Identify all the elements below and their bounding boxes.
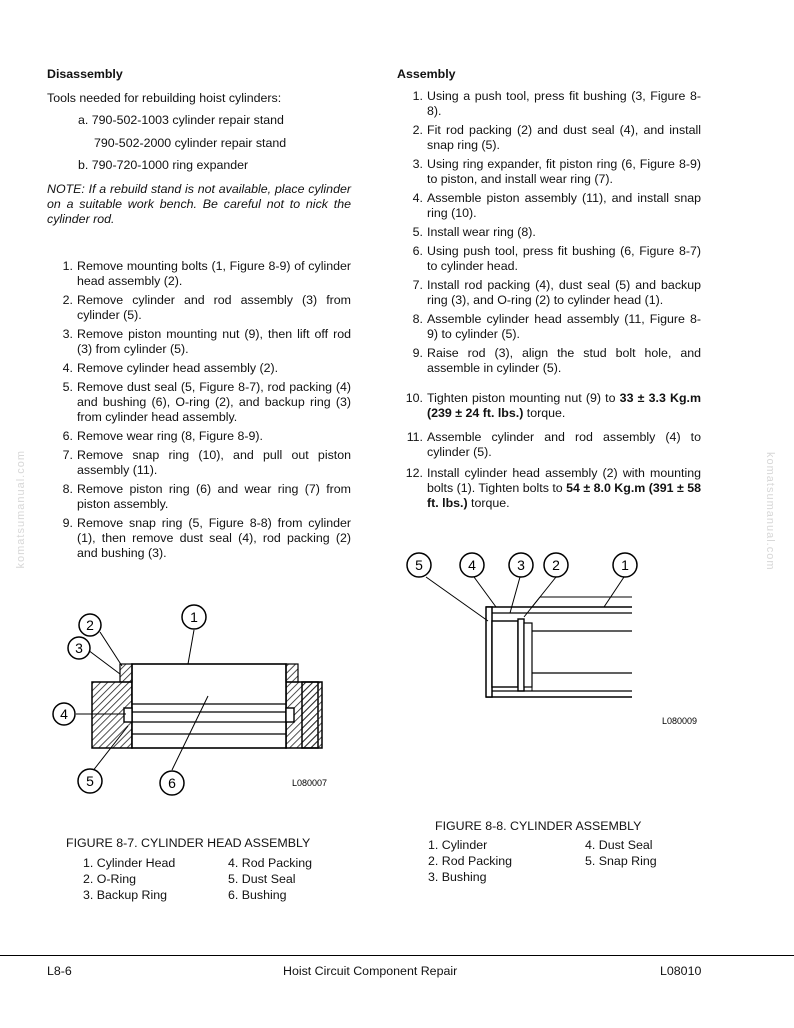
svg-text:1: 1 <box>621 557 629 573</box>
disassembly-step-text: Remove snap ring (5, Figure 8-8) from cylinder (1), then remove dust seal (4), rod packing (2) and bushing (3). <box>77 516 351 560</box>
svg-text:2: 2 <box>552 557 560 573</box>
assembly-step-text: Using ring expander, fit piston ring (6, Figure 8-9) to piston, and install wear ring (7). <box>427 157 701 186</box>
fig7-legend-item: 1. Cylinder Head <box>83 856 176 870</box>
assembly-step-number: 1. <box>412 89 423 103</box>
fig8-legend-item: 3. Bushing <box>428 870 487 884</box>
disassembly-step-text: Remove mounting bolts (1, Figure 8-9) of cylinder head assembly (2). <box>77 259 351 288</box>
fig7-callout-3 <box>68 637 90 659</box>
disassembly-step-number: 2. <box>62 293 73 307</box>
disassembly-step-number: 6. <box>62 429 73 443</box>
fig8-callout-2 <box>544 553 568 577</box>
fig8-callout-5 <box>407 553 431 577</box>
figure-8-7-caption: FIGURE 8-7. CYLINDER HEAD ASSEMBLY <box>66 836 311 850</box>
assembly-step-9 <box>397 346 701 376</box>
fig7-legend-item: 5. Dust Seal <box>228 872 296 886</box>
svg-text:6: 6 <box>168 775 176 791</box>
disassembly-step-number: 3. <box>62 327 73 341</box>
assembly-steps <box>397 89 701 380</box>
disassembly-step-number: 4. <box>62 361 73 375</box>
figure-8-8-drawing <box>400 545 705 735</box>
disassembly-step-9 <box>47 516 351 561</box>
fig8-legend-item <box>585 870 705 885</box>
assembly-step-2 <box>397 123 701 153</box>
disassembly-step-8 <box>47 482 351 512</box>
disassembly-step-number: 8. <box>62 482 73 496</box>
footer-rule <box>0 955 794 956</box>
assembly-step-number: 7. <box>412 278 423 292</box>
svg-text:3: 3 <box>517 557 525 573</box>
assembly-step-number: 3. <box>412 157 423 171</box>
fig8-legend-item: 5. Snap Ring <box>585 854 657 868</box>
rebuild-note: NOTE: If a rebuild stand is not available, place cylinder on a suitable work bench. Be careful not to nick the cylinder rod. <box>47 182 351 226</box>
assembly-step-number: 8. <box>412 312 423 326</box>
svg-text:4: 4 <box>60 706 68 722</box>
fig7-legend-item: 6. Bushing <box>228 888 287 902</box>
fig8-callout-4 <box>460 553 484 577</box>
assembly-step-text: Using a push tool, press fit bushing (3, Figure 8-8). <box>427 89 701 118</box>
assembly-step-6 <box>397 244 701 274</box>
disassembly-step-number: 7. <box>62 448 73 462</box>
fig8-legend-item: 2. Rod Packing <box>428 854 513 868</box>
figure-8-8-caption: FIGURE 8-8. CYLINDER ASSEMBLY <box>435 819 642 833</box>
footer-code: L08010 <box>660 964 702 978</box>
tool-item-2: 790-502-2000 cylinder repair stand <box>94 136 287 150</box>
assembly-step-number: 2. <box>412 123 423 137</box>
watermark-left: komatsumanual.com <box>15 450 27 569</box>
fig7-legend-item: 3. Backup Ring <box>83 888 168 902</box>
svg-text:1: 1 <box>190 609 198 625</box>
disassembly-step-4 <box>47 361 351 376</box>
disassembly-step-text: Remove piston ring (6) and wear ring (7) from piston assembly. <box>77 482 351 511</box>
assembly-step-1 <box>397 89 701 119</box>
disassembly-step-number: 5. <box>62 380 73 394</box>
disassembly-step-7 <box>47 448 351 478</box>
tools-intro: Tools needed for rebuilding hoist cylinders: <box>47 91 282 105</box>
disassembly-heading: Disassembly <box>47 67 123 81</box>
assembly-heading: Assembly <box>397 67 456 81</box>
assembly-step-number: 9. <box>412 346 423 360</box>
disassembly-step-1 <box>47 259 351 289</box>
disassembly-step-text: Remove cylinder and rod assembly (3) from cylinder (5). <box>77 293 351 322</box>
assembly-step-text: Raise rod (3), align the stud bolt hole, and assemble in cylinder (5). <box>427 346 701 375</box>
fig7-callout-5 <box>78 769 102 793</box>
disassembly-step-3 <box>47 327 351 357</box>
figure-8-7-drawing <box>48 600 348 800</box>
disassembly-step-text: Remove piston mounting nut (9), then lift off rod (3) from cylinder (5). <box>77 327 351 356</box>
tool-item-3: b. 790-720-1000 ring expander <box>78 158 249 172</box>
assembly-step-text: Assemble cylinder head assembly (11, Figure 8-9) to cylinder (5). <box>427 312 701 341</box>
fig8-code: L080009 <box>662 716 698 726</box>
disassembly-step-6 <box>47 429 351 444</box>
fig7-callout-1 <box>182 605 206 629</box>
fig7-legend-item: 2. O-Ring <box>83 872 137 886</box>
fig8-legend-item: 4. Dust Seal <box>585 838 653 852</box>
footer-title: Hoist Circuit Component Repair <box>283 964 458 978</box>
disassembly-step-text: Remove dust seal (5, Figure 8-7), rod packing (4) and bushing (6), O-ring (2), and backup ring (3) from cylinder head assembly. <box>77 380 351 424</box>
fig7-callout-6 <box>160 771 184 795</box>
disassembly-step-number: 1. <box>62 259 73 273</box>
assembly-step-7 <box>397 278 701 308</box>
disassembly-step-2 <box>47 293 351 323</box>
assembly-step-8 <box>397 312 701 342</box>
fig8-legend-item: 1. Cylinder <box>428 838 488 852</box>
assembly-step-3 <box>397 157 701 187</box>
disassembly-step-text: Remove snap ring (10), and pull out piston assembly (11). <box>77 448 351 477</box>
fig7-callout-2 <box>79 614 101 636</box>
assembly-step-number: 4. <box>412 191 423 205</box>
disassembly-step-number: 9. <box>62 516 73 530</box>
assembly-step-text: Install wear ring (8). <box>427 225 536 239</box>
assembly-step-text: Fit rod packing (2) and dust seal (4), and install snap ring (5). <box>427 123 701 152</box>
watermark-right: komatsumanual.com <box>764 452 776 571</box>
assembly-step-text: Using push tool, press fit bushing (6, Figure 8-7) to cylinder head. <box>427 244 701 273</box>
disassembly-steps <box>47 259 351 565</box>
figure-8-8-legend <box>428 838 705 885</box>
svg-text:4: 4 <box>468 557 476 573</box>
fig8-callout-1 <box>613 553 637 577</box>
assembly-step-number: 6. <box>412 244 423 258</box>
tool-item-1: a. 790-502-1003 cylinder repair stand <box>78 113 284 127</box>
assembly-step-10: 10. Tighten piston mounting nut (9) to 33 ± 3.3 Kg.m (239 ± 24 ft. lbs.) torque. <box>405 391 701 420</box>
fig7-callout-4 <box>53 703 75 725</box>
fig8-callout-3 <box>509 553 533 577</box>
assembly-step-12: 12. Install cylinder head assembly (2) with mounting bolts (1). Tighten bolts to 54 ± 8.0 Kg.m (391 ± 58 ft. lbs.) torque. <box>405 466 702 510</box>
svg-text:2: 2 <box>86 617 94 633</box>
footer-page-number: L8-6 <box>47 964 72 978</box>
assembly-step-text: Install rod packing (4), dust seal (5) and backup ring (3), and O-ring (2) to cylinder head (1). <box>427 278 701 307</box>
figure-8-7-legend <box>83 856 348 903</box>
assembly-step-number: 5. <box>412 225 423 239</box>
svg-text:5: 5 <box>415 557 423 573</box>
svg-text:3: 3 <box>75 640 83 656</box>
disassembly-step-text: Remove wear ring (8, Figure 8-9). <box>77 429 263 443</box>
assembly-step-5 <box>397 225 701 240</box>
cylinder-head-body <box>132 664 286 748</box>
assembly-step-text: Assemble piston assembly (11), and install snap ring (10). <box>427 191 701 220</box>
disassembly-step-5 <box>47 380 351 425</box>
assembly-step-4 <box>397 191 701 221</box>
assembly-step-11: 11. Assemble cylinder and rod assembly (4) to cylinder (5). <box>406 430 701 459</box>
svg-text:5: 5 <box>86 773 94 789</box>
fig7-legend-item: 4. Rod Packing <box>228 856 313 870</box>
fig7-code: L080007 <box>292 778 328 788</box>
disassembly-step-text: Remove cylinder head assembly (2). <box>77 361 279 375</box>
